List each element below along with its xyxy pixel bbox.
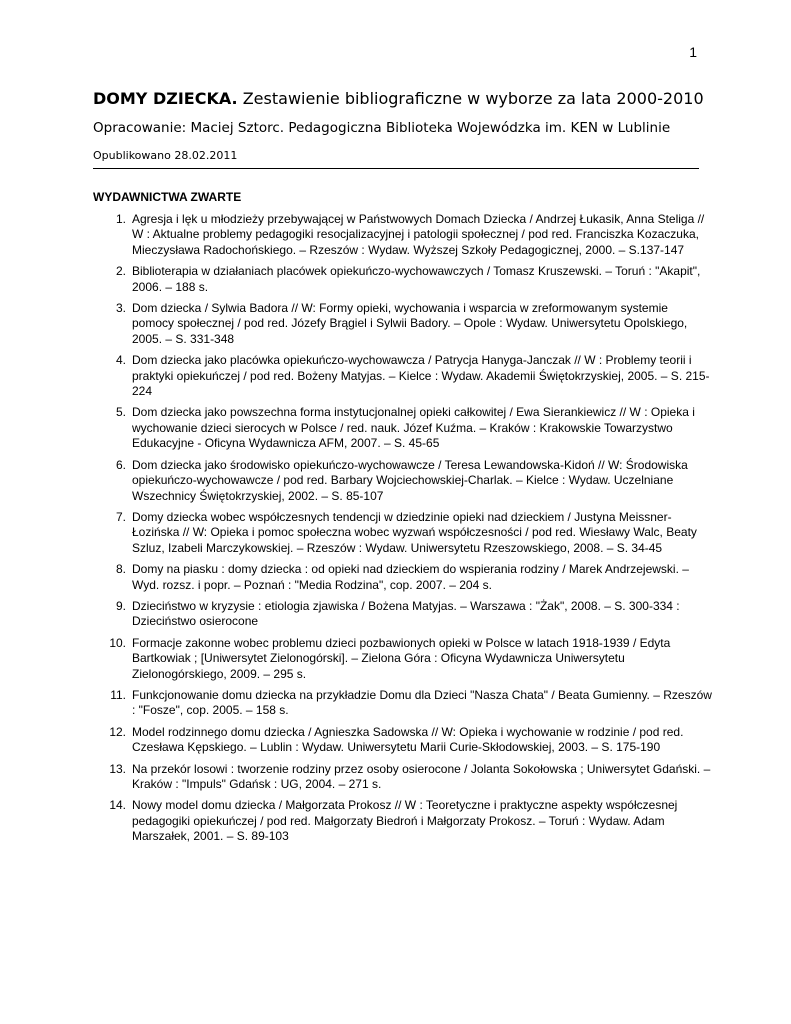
entry-number: 10. <box>109 635 126 650</box>
entry-number: 5. <box>115 405 126 420</box>
bibliography-entry <box>93 264 713 295</box>
bibliography-entry <box>93 562 713 593</box>
bibliography-entry <box>93 458 713 504</box>
entry-number: 9. <box>115 598 126 613</box>
entry-number: 1. <box>115 212 126 226</box>
entry-number: 12. <box>109 724 126 739</box>
entry-number: 11. <box>110 687 126 702</box>
entry-text: Formacje zakonne wobec problemu dzieci pozbawionych opieki w Polsce w latach 1918-1939 / Edyta Bartkowiak ; [Uniwersytet Zielonogórski]. – Zielona Góra : Oficyna Wydawnicza Uniwersytetu Zielonogórskiego, 2009. – 295 s. <box>132 635 671 681</box>
entry-text: Dom dziecka / Sylwia Badora // W: Formy opieki, wychowania i wsparcia w zreformowanym systemie pomocy społecznej / pod red. Józefy Brągiel i Sylwii Badory. – Opole : Wydaw. Uniwersytetu Opolskiego, 2005. – S. 331-348 <box>132 301 688 346</box>
document-header <box>93 88 704 164</box>
entry-text: Domy dziecka wobec współczesnych tendencji w dziedzinie opieki nad dzieckiem / Justyna Meissner-Łozińska // W: Opieka i pomoc społeczna wobec wyzwań współczesności / pod red. Wiesławy Walc, Beaty Szluz, Izabeli Marczykowskiej. – Rzeszów : Wydaw. Uniwersytetu Rzeszowskiego, 2008. – S. 34-45 <box>132 509 697 555</box>
bibliography-entry <box>93 599 713 630</box>
bibliography-entry <box>93 353 713 399</box>
entry-text: Dom dziecka jako placówka opiekuńczo-wychowawcza / Patrycja Hanyga-Janczak // W : Problemy teorii i praktyki opiekuńczej / pod red. Bożeny Matyjas. – Kielce : Wydaw. Akademii Świętokrzyskiej, 2005. – S. 215-224 <box>132 353 710 399</box>
entry-text: Agresja i lęk u młodzieży przebywającej w Państwowych Domach Dziecka / Andrzej Łukasik, Anna Steliga // W : Aktualne problemy pedagogiki resocjalizacyjnej i patologii społecznej / pod red. Franciszka Kozaczuka, Mieczysława Radochońskiego. – Rzeszów : Wydaw. Wyższej Szkoły Pedagogicznej, 2000. – S.137-147 <box>132 212 705 257</box>
entry-text: Na przekór losowi : tworzenie rodziny przez osoby osierocone / Jolanta Sokołowska ; Uniwersytet Gdański. – Kraków : "Impuls" Gdańsk : UG, 2004. – 271 s. <box>132 761 711 791</box>
entry-number: 13. <box>109 761 126 776</box>
section-heading: WYDAWNICTWA ZWARTE <box>93 190 242 204</box>
bibliography-entry <box>93 725 713 756</box>
title-bold: DOMY DZIECKA. <box>93 89 238 108</box>
entry-text: Dom dziecka jako powszechna forma instytucjonalnej opieki całkowitej / Ewa Sierankiewicz // W : Opieka i wychowanie dzieci sierocych w Polsce / red. nauk. Józef Kuźma. – Kraków : Krakowskie Towarzystwo Edukacyjne - Oficyna Wydawnicza AFM, 2007. – S. 45-65 <box>132 405 695 451</box>
entry-text: Dom dziecka jako środowisko opiekuńczo-wychowawcze / Teresa Lewandowska-Kidoń // W: Środowiska opiekuńczo-wychowawcze / pod red. Barbary Wojciechowskiej-Charlak. – Kielce : Wydaw. Uczelniane Wszechnicy Świętokrzyskiej, 2002. – S. 85-107 <box>132 457 688 503</box>
entry-number: 6. <box>115 457 126 472</box>
entry-text: Dzieciństwo w kryzysie : etiologia zjawiska / Bożena Matyjas. – Warszawa : "Żak", 2008. – S. 300-334 : Dzieciństwo osierocone <box>132 598 680 629</box>
entry-text: Nowy model domu dziecka / Małgorzata Prokosz // W : Teoretyczne i praktyczne aspekty współczesnej pedagogiki opiekuńczej / pod red. Małgorzaty Biedroń i Małgorzaty Prokosz. – Toruń : Wydaw. Adam Marszałek, 2001. – S. 89-103 <box>132 798 678 844</box>
bibliography-entry <box>93 798 713 844</box>
bibliography-entry <box>93 212 713 258</box>
bibliography-entry <box>93 762 713 793</box>
entry-text: Biblioterapia w działaniach placówek opiekuńczo-wychowawczych / Tomasz Kruszewski. – Toruń : "Akapit", 2006. – 188 s. <box>132 264 701 294</box>
publication-date: Opublikowano 28.02.2011 <box>93 149 238 162</box>
page-number: 1 <box>689 44 697 60</box>
entry-number: 4. <box>115 353 126 368</box>
bibliography-entry <box>93 405 713 451</box>
title-rest: Zestawienie bibliograficzne w wyborze za lata 2000-2010 <box>242 89 704 108</box>
entry-number: 8. <box>115 562 126 577</box>
entry-number: 14. <box>109 798 126 813</box>
entry-text: Model rodzinnego domu dziecka / Agnieszka Sadowska // W: Opieka i wychowanie w rodzinie / pod red. Czesława Kępskiego. – Lublin : Wydaw. Uniwersytetu Marii Curie-Skłodowskiej, 2003. – S. 175-190 <box>132 724 684 755</box>
bibliography-list <box>93 212 713 851</box>
entry-number: 3. <box>115 301 126 316</box>
header-divider <box>93 168 699 169</box>
entry-text: Domy na piasku : domy dziecka : od opieki nad dzieckiem do wspierania rodziny / Marek Andrzejewski. – Wyd. rozsz. i popr. – Poznań : "Media Rodzina", cop. 2007. – 204 s. <box>132 562 689 592</box>
entry-text: Funkcjonowanie domu dziecka na przykładzie Domu dla Dzieci "Nasza Chata" / Beata Gumienny. – Rzeszów : "Fosze", cop. 2005. – 158 s. <box>132 687 712 718</box>
bibliography-entry <box>93 301 713 347</box>
document-title <box>93 88 704 110</box>
document-subtitle: Opracowanie: Maciej Sztorc. Pedagogiczna Biblioteka Wojewódzka im. KEN w Lublinie <box>93 120 671 136</box>
bibliography-entry <box>93 636 713 682</box>
bibliography-entry <box>93 688 713 719</box>
entry-number: 2. <box>115 264 126 279</box>
entry-number: 7. <box>115 509 126 524</box>
bibliography-entry <box>93 510 713 556</box>
